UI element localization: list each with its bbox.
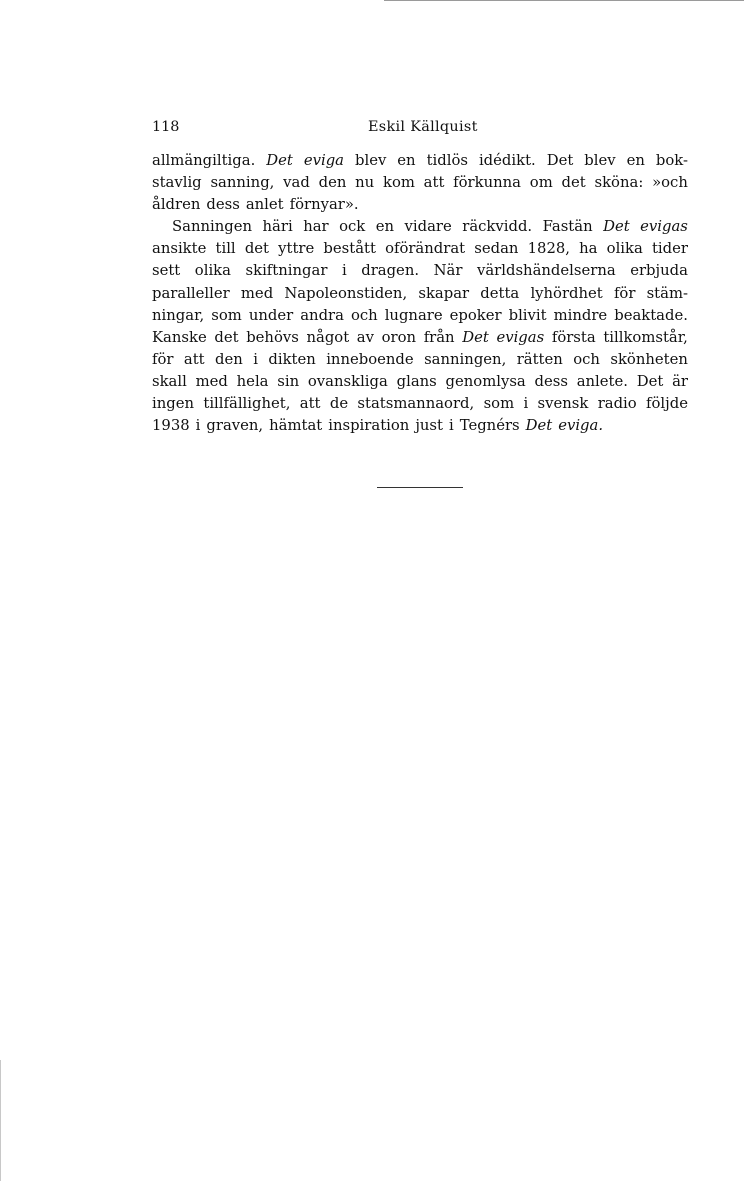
text-line (152, 393, 688, 415)
word: ansikte (152, 240, 207, 258)
word: ningar, (152, 306, 205, 324)
word: lugnare (384, 306, 443, 324)
paragraph (152, 216, 688, 437)
word: och (350, 306, 378, 324)
word: andra (300, 306, 344, 324)
word: stäm- (646, 284, 688, 302)
word: förnyar». (289, 196, 359, 214)
word: dess (534, 372, 568, 390)
word: ovanskliga (307, 372, 388, 390)
word: svensk (537, 395, 589, 413)
word: Kanske (152, 328, 207, 346)
word: tillkomstår, (603, 328, 688, 346)
word: Det (525, 417, 553, 435)
word: sköna: (594, 174, 644, 192)
text-line (152, 216, 688, 238)
word: Det (636, 372, 664, 390)
word: har (303, 218, 329, 236)
running-head (152, 119, 688, 139)
word: detta (480, 284, 520, 302)
word: Tegnérs (459, 417, 520, 435)
word: blivit (508, 306, 547, 324)
word: om (529, 174, 553, 192)
word: den (215, 350, 243, 368)
word: att (423, 174, 445, 192)
word: i (195, 417, 201, 435)
word: en (397, 152, 416, 169)
text-line (152, 150, 688, 172)
text-line (152, 371, 688, 393)
word: ock (339, 218, 366, 236)
word: räckvidd. (462, 218, 533, 236)
word: följde (646, 395, 688, 413)
word: ingen (152, 395, 195, 413)
word: första (551, 328, 596, 346)
word: den (318, 174, 347, 192)
word: för (613, 284, 636, 302)
word: som (211, 306, 242, 324)
word: tidlös (426, 152, 468, 169)
word: Sanningen (172, 218, 253, 236)
word: just (415, 417, 443, 435)
body-text (152, 150, 688, 437)
word: en (375, 218, 395, 236)
word: de (329, 395, 349, 413)
text-line (152, 349, 688, 371)
word: glans (396, 372, 437, 390)
word: sett (152, 262, 181, 280)
page-frame-top-edge (384, 0, 744, 1)
word: skapar (418, 284, 470, 302)
word: yttre (278, 240, 315, 258)
word: under (248, 306, 294, 324)
word: graven, (206, 417, 264, 435)
word: olika (606, 240, 643, 258)
word: skall (152, 372, 187, 390)
page-number: 118 (152, 119, 180, 135)
word: en (626, 152, 645, 169)
word: evigas (640, 218, 688, 236)
word: med (240, 284, 274, 302)
word: oron (381, 328, 417, 346)
word: inneboende (326, 350, 414, 368)
word: sanning, (210, 174, 275, 192)
page-frame-left-edge (0, 1060, 1, 1181)
word: radio (597, 395, 637, 413)
word: och (573, 350, 600, 368)
word: av (356, 328, 374, 346)
word: för (152, 350, 174, 368)
word: inspiration (328, 417, 410, 435)
word: förkunna (453, 174, 522, 192)
word: anlet (245, 196, 284, 214)
word: Det (546, 152, 574, 169)
text-line (152, 283, 688, 305)
word: 1938 (152, 417, 190, 435)
text-line (152, 260, 688, 282)
text-line (152, 305, 688, 327)
word: Det (462, 328, 489, 346)
word: det (214, 328, 239, 346)
word: rätten (516, 350, 563, 368)
word: evigas (496, 328, 545, 346)
word: bok- (655, 152, 688, 169)
word: statsmannaord, (357, 395, 475, 413)
word: nu (355, 174, 375, 192)
word: Napoleonstiden, (284, 284, 408, 302)
word: något (306, 328, 350, 346)
section-end-rule (377, 487, 463, 488)
word: När (433, 262, 463, 280)
word: eviga. (558, 417, 604, 435)
word: tider (651, 240, 688, 258)
word: som (483, 395, 515, 413)
word: lyhördhet (530, 284, 603, 302)
word: Det (266, 152, 293, 169)
text-line (152, 172, 688, 194)
text-line (152, 327, 688, 349)
word: är (672, 372, 688, 390)
word: i (448, 417, 454, 435)
word: vidare (404, 218, 452, 236)
word: stavlig (152, 174, 202, 192)
word: tillfällighet, (203, 395, 291, 413)
word: epoker (449, 306, 502, 324)
word: det (561, 174, 586, 192)
word: Fastän (542, 218, 593, 236)
word: erbjuda (630, 262, 688, 280)
word: från (423, 328, 455, 346)
word: hela (236, 372, 269, 390)
word: anlete. (576, 372, 628, 390)
word: att (183, 350, 205, 368)
word: bestått (323, 240, 376, 258)
word: dragen. (361, 262, 420, 280)
paragraph (152, 150, 688, 216)
word: det (244, 240, 270, 258)
word: olika (194, 262, 231, 280)
word: till (215, 240, 236, 258)
word: sedan (474, 240, 519, 258)
word: dikten (268, 350, 316, 368)
word: paralleller (152, 284, 230, 302)
word: sin (277, 372, 300, 390)
word: i (523, 395, 529, 413)
word: skönheten (610, 350, 688, 368)
word: skiftningar (245, 262, 328, 280)
running-title: Eskil Källquist (368, 119, 478, 135)
word: blev (354, 152, 387, 169)
word: att (299, 395, 321, 413)
word: blev (584, 152, 616, 169)
word: häri (262, 218, 293, 236)
word: mindre (553, 306, 608, 324)
word: »och (652, 174, 688, 192)
text-line (152, 415, 688, 437)
word: behövs (246, 328, 299, 346)
word: genomlysa (445, 372, 526, 390)
text-line (152, 194, 688, 216)
word: dess (206, 196, 240, 214)
word: idédikt. (478, 152, 536, 169)
word: Det (603, 218, 630, 236)
word: oförändrat (385, 240, 466, 258)
word: hämtat (269, 417, 323, 435)
word: 1828, (527, 240, 570, 258)
word: beaktade. (614, 306, 688, 324)
word: åldren (152, 196, 201, 214)
word: eviga (303, 152, 344, 169)
word: allmängiltiga. (152, 152, 256, 169)
word: världshändelserna (477, 262, 616, 280)
word: sanningen, (424, 350, 507, 368)
word: vad (283, 174, 310, 192)
word: i (253, 350, 258, 368)
word: med (195, 372, 228, 390)
word: ha (579, 240, 598, 258)
word: kom (382, 174, 415, 192)
word: i (341, 262, 347, 280)
text-line (152, 238, 688, 260)
